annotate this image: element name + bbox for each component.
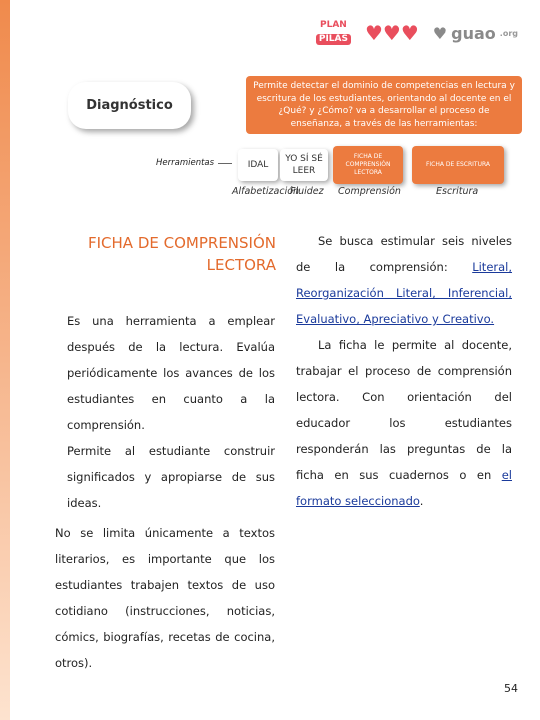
right-paragraph-1	[296, 228, 512, 332]
guao-suffix: .org	[499, 28, 518, 38]
formato-seleccionado-link[interactable]: el formato seleccionado	[296, 468, 512, 508]
diagnostic-title-box: Diagnóstico	[68, 82, 191, 129]
left-column	[55, 308, 275, 516]
hearts-logo-icon: ♥♥♥	[365, 21, 419, 45]
guao-logo-text: guao	[451, 23, 496, 43]
comprehension-levels-link[interactable]: Literal, Reorganización Literal, Inferencial, Evaluativo, Apreciativo y Creativo.	[296, 260, 513, 326]
tool-box-escritura: FICHA DE ESCRITURA	[412, 146, 504, 184]
partner-logos	[316, 16, 518, 50]
pilas-logo-text: PILAS	[316, 34, 351, 45]
tool-label-alfabetizacion: Alfabetización	[232, 186, 300, 197]
connector-line	[218, 163, 232, 164]
comprehension-levels-intro: Se busca estimular seis niveles de la comprensión:	[296, 234, 512, 274]
heading-line-2: LECTORA	[206, 256, 276, 274]
left-paragraph-1: Es una herramienta a emplear después de la lectura. Evalúa periódicamente los avances de los estudiantes en cuanto a la comprensión.	[67, 314, 275, 432]
ficha-description: La ficha le permite al docente, trabajar el proceso de comprensión lectora. Con orientación del educador los estudiantes responderán las preguntas de la ficha en sus cuadernos o en	[296, 338, 512, 482]
plan-pilas-logo	[316, 21, 351, 45]
diagnostic-description: Permite detectar el dominio de competencias en lectura y escritura de los estudiantes, orientando al docente en el ¿Qué? y ¿Cómo? va a desarrollar el proceso de enseñanza, a través de las herramientas:	[246, 76, 522, 134]
right-paragraph-2	[296, 332, 512, 514]
page-number: 54	[504, 682, 518, 695]
decorative-side-bar	[0, 0, 10, 720]
heading-line-1: FICHA DE COMPRENSIÓN	[88, 234, 276, 252]
tool-box-idal: IDAL	[238, 149, 278, 181]
period: .	[419, 494, 424, 508]
guao-logo	[433, 24, 518, 43]
section-heading	[16, 232, 276, 276]
left-paragraph-2: Permite al estudiante construir significados y apropiarse de sus ideas.	[67, 444, 275, 510]
tool-box-comprension: FICHA DE COMPRENSIÓN LECTORA	[333, 146, 403, 184]
tool-label-escritura: Escritura	[436, 186, 479, 197]
left-paragraph-3: No se limita únicamente a textos literarios, es importante que los estudiantes trabajen textos de uso cotidiano (instrucciones, noticias, cómics, biografías, recetas de cocina, otros).	[55, 526, 275, 670]
tool-box-yo-si-se-leer: YO SÍ SÉ LEER	[280, 149, 328, 181]
guao-heart-icon: ♥	[432, 23, 448, 43]
tools-label: Herramientas	[156, 158, 215, 168]
tool-label-fluidez: Fluidez	[290, 186, 324, 197]
right-column	[296, 228, 512, 514]
tool-label-comprension: Comprensión	[338, 186, 401, 197]
plan-logo-text: PLAN	[320, 20, 347, 30]
